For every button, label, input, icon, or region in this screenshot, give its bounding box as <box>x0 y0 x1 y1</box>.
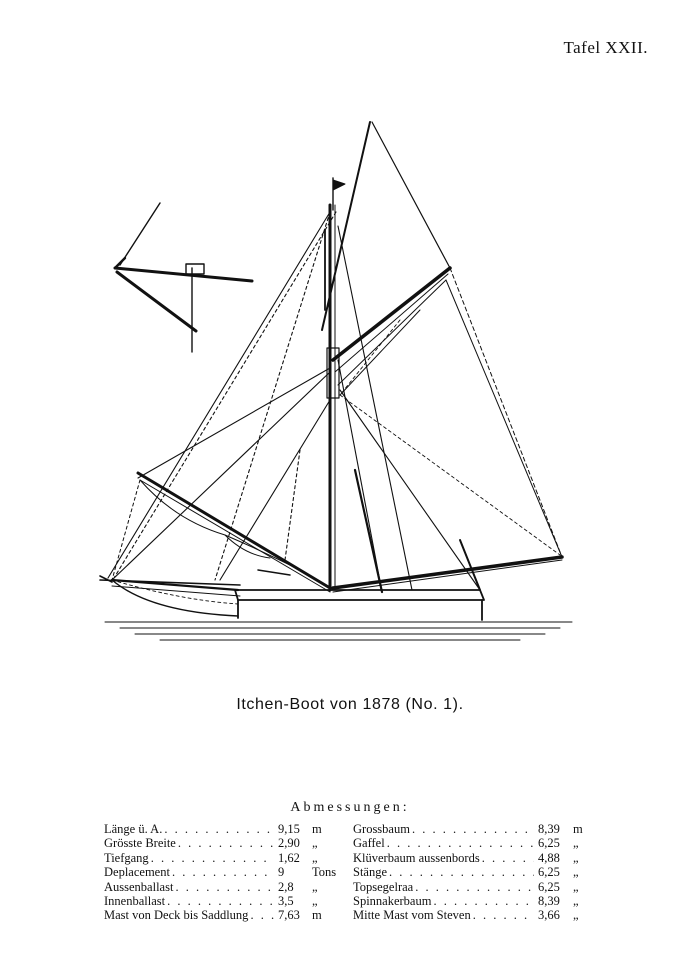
dimension-label: Spinnakerbaum <box>353 894 432 909</box>
dimension-value: 3,66 <box>538 908 560 923</box>
main-rigging <box>338 226 560 592</box>
dimension-unit: „ <box>312 894 318 909</box>
hull <box>112 580 484 620</box>
dimension-value: 9 <box>278 865 285 880</box>
dimension-value: 9,15 <box>278 822 300 836</box>
dimension-label: Mast von Deck bis Saddlung <box>104 908 249 923</box>
dot-leader <box>162 822 274 836</box>
dimension-unit: m <box>573 822 583 836</box>
dimension-value: 2,8 <box>278 879 294 894</box>
dimension-label: Länge ü. A. <box>104 822 163 836</box>
fitting-detail-sketch <box>115 203 252 352</box>
dot-leader <box>176 836 274 850</box>
dimension-row <box>104 880 344 894</box>
dimensions-heading: Abmessungen: <box>290 800 410 815</box>
dimension-unit: „ <box>573 879 579 894</box>
dimension-unit: „ <box>573 850 579 865</box>
dimension-label: Klüverbaum aussenbords <box>353 850 480 865</box>
dot-leader <box>471 908 534 922</box>
dimension-unit: „ <box>573 836 579 851</box>
dimension-row <box>353 908 585 922</box>
dimension-row <box>353 880 585 894</box>
dimension-row <box>353 836 585 850</box>
dimension-row <box>104 894 344 908</box>
dimension-value: 6,25 <box>538 879 560 894</box>
dimension-label: Topsegelraa <box>353 879 414 894</box>
dimension-label: Tiefgang <box>104 850 149 865</box>
dimension-unit: „ <box>573 865 579 880</box>
dimension-value: 2,90 <box>278 836 300 851</box>
dimension-label: Grösste Breite <box>104 836 176 851</box>
dimension-label: Stänge <box>353 865 388 880</box>
dimension-unit: „ <box>573 894 579 909</box>
dimension-row <box>353 865 585 879</box>
dimension-unit: „ <box>312 879 318 894</box>
plate-label: Tafel XXII. <box>563 38 648 57</box>
dot-leader <box>413 880 534 894</box>
dimension-label: Innenballast <box>104 894 166 909</box>
dot-leader <box>248 908 274 922</box>
sail-plan-drawing <box>95 112 585 647</box>
dimension-unit: m <box>312 822 322 836</box>
dimension-unit: „ <box>312 836 318 851</box>
dimension-row <box>353 851 585 865</box>
dimension-row <box>104 851 344 865</box>
dimension-row <box>104 908 344 922</box>
dimension-value: 6,25 <box>538 836 560 851</box>
dimension-label: Deplacement <box>104 865 170 880</box>
main-boom <box>333 280 562 592</box>
dimensions-table-left <box>104 822 344 923</box>
dimension-value: 3,5 <box>278 894 294 909</box>
dimension-value: 6,25 <box>538 865 560 880</box>
dimension-row <box>104 865 344 879</box>
waterline <box>105 622 572 640</box>
dimension-value: 7,63 <box>278 908 300 923</box>
dimension-label: Gaffel <box>353 836 385 851</box>
dimension-label: Grossbaum <box>353 822 410 836</box>
dot-leader <box>387 865 534 879</box>
dimension-row <box>353 822 585 836</box>
dimension-unit: Tons <box>312 865 337 880</box>
dot-leader <box>431 894 534 908</box>
dimension-value: 8,39 <box>538 822 560 836</box>
dot-leader <box>173 880 274 894</box>
dimension-unit: m <box>312 908 322 923</box>
dimension-row <box>104 822 344 836</box>
dot-leader <box>170 865 274 879</box>
dot-leader <box>385 836 534 850</box>
dimension-row <box>104 836 344 850</box>
dimension-label: Aussenballast <box>104 879 174 894</box>
figure-caption: Itchen-Boot von 1878 (No. 1). <box>236 696 464 713</box>
dimension-label: Mitte Mast vom Steven <box>353 908 471 923</box>
dot-leader <box>165 894 274 908</box>
dimensions-table-right <box>353 822 585 923</box>
dimension-row <box>353 894 585 908</box>
dimension-value: 1,62 <box>278 850 300 865</box>
dot-leader <box>149 851 274 865</box>
dot-leader <box>410 822 534 836</box>
dimension-unit: „ <box>312 850 318 865</box>
dimension-value: 8,39 <box>538 894 560 909</box>
dimension-value: 4,88 <box>538 850 560 865</box>
dimension-unit: „ <box>573 908 579 923</box>
dot-leader <box>480 851 534 865</box>
